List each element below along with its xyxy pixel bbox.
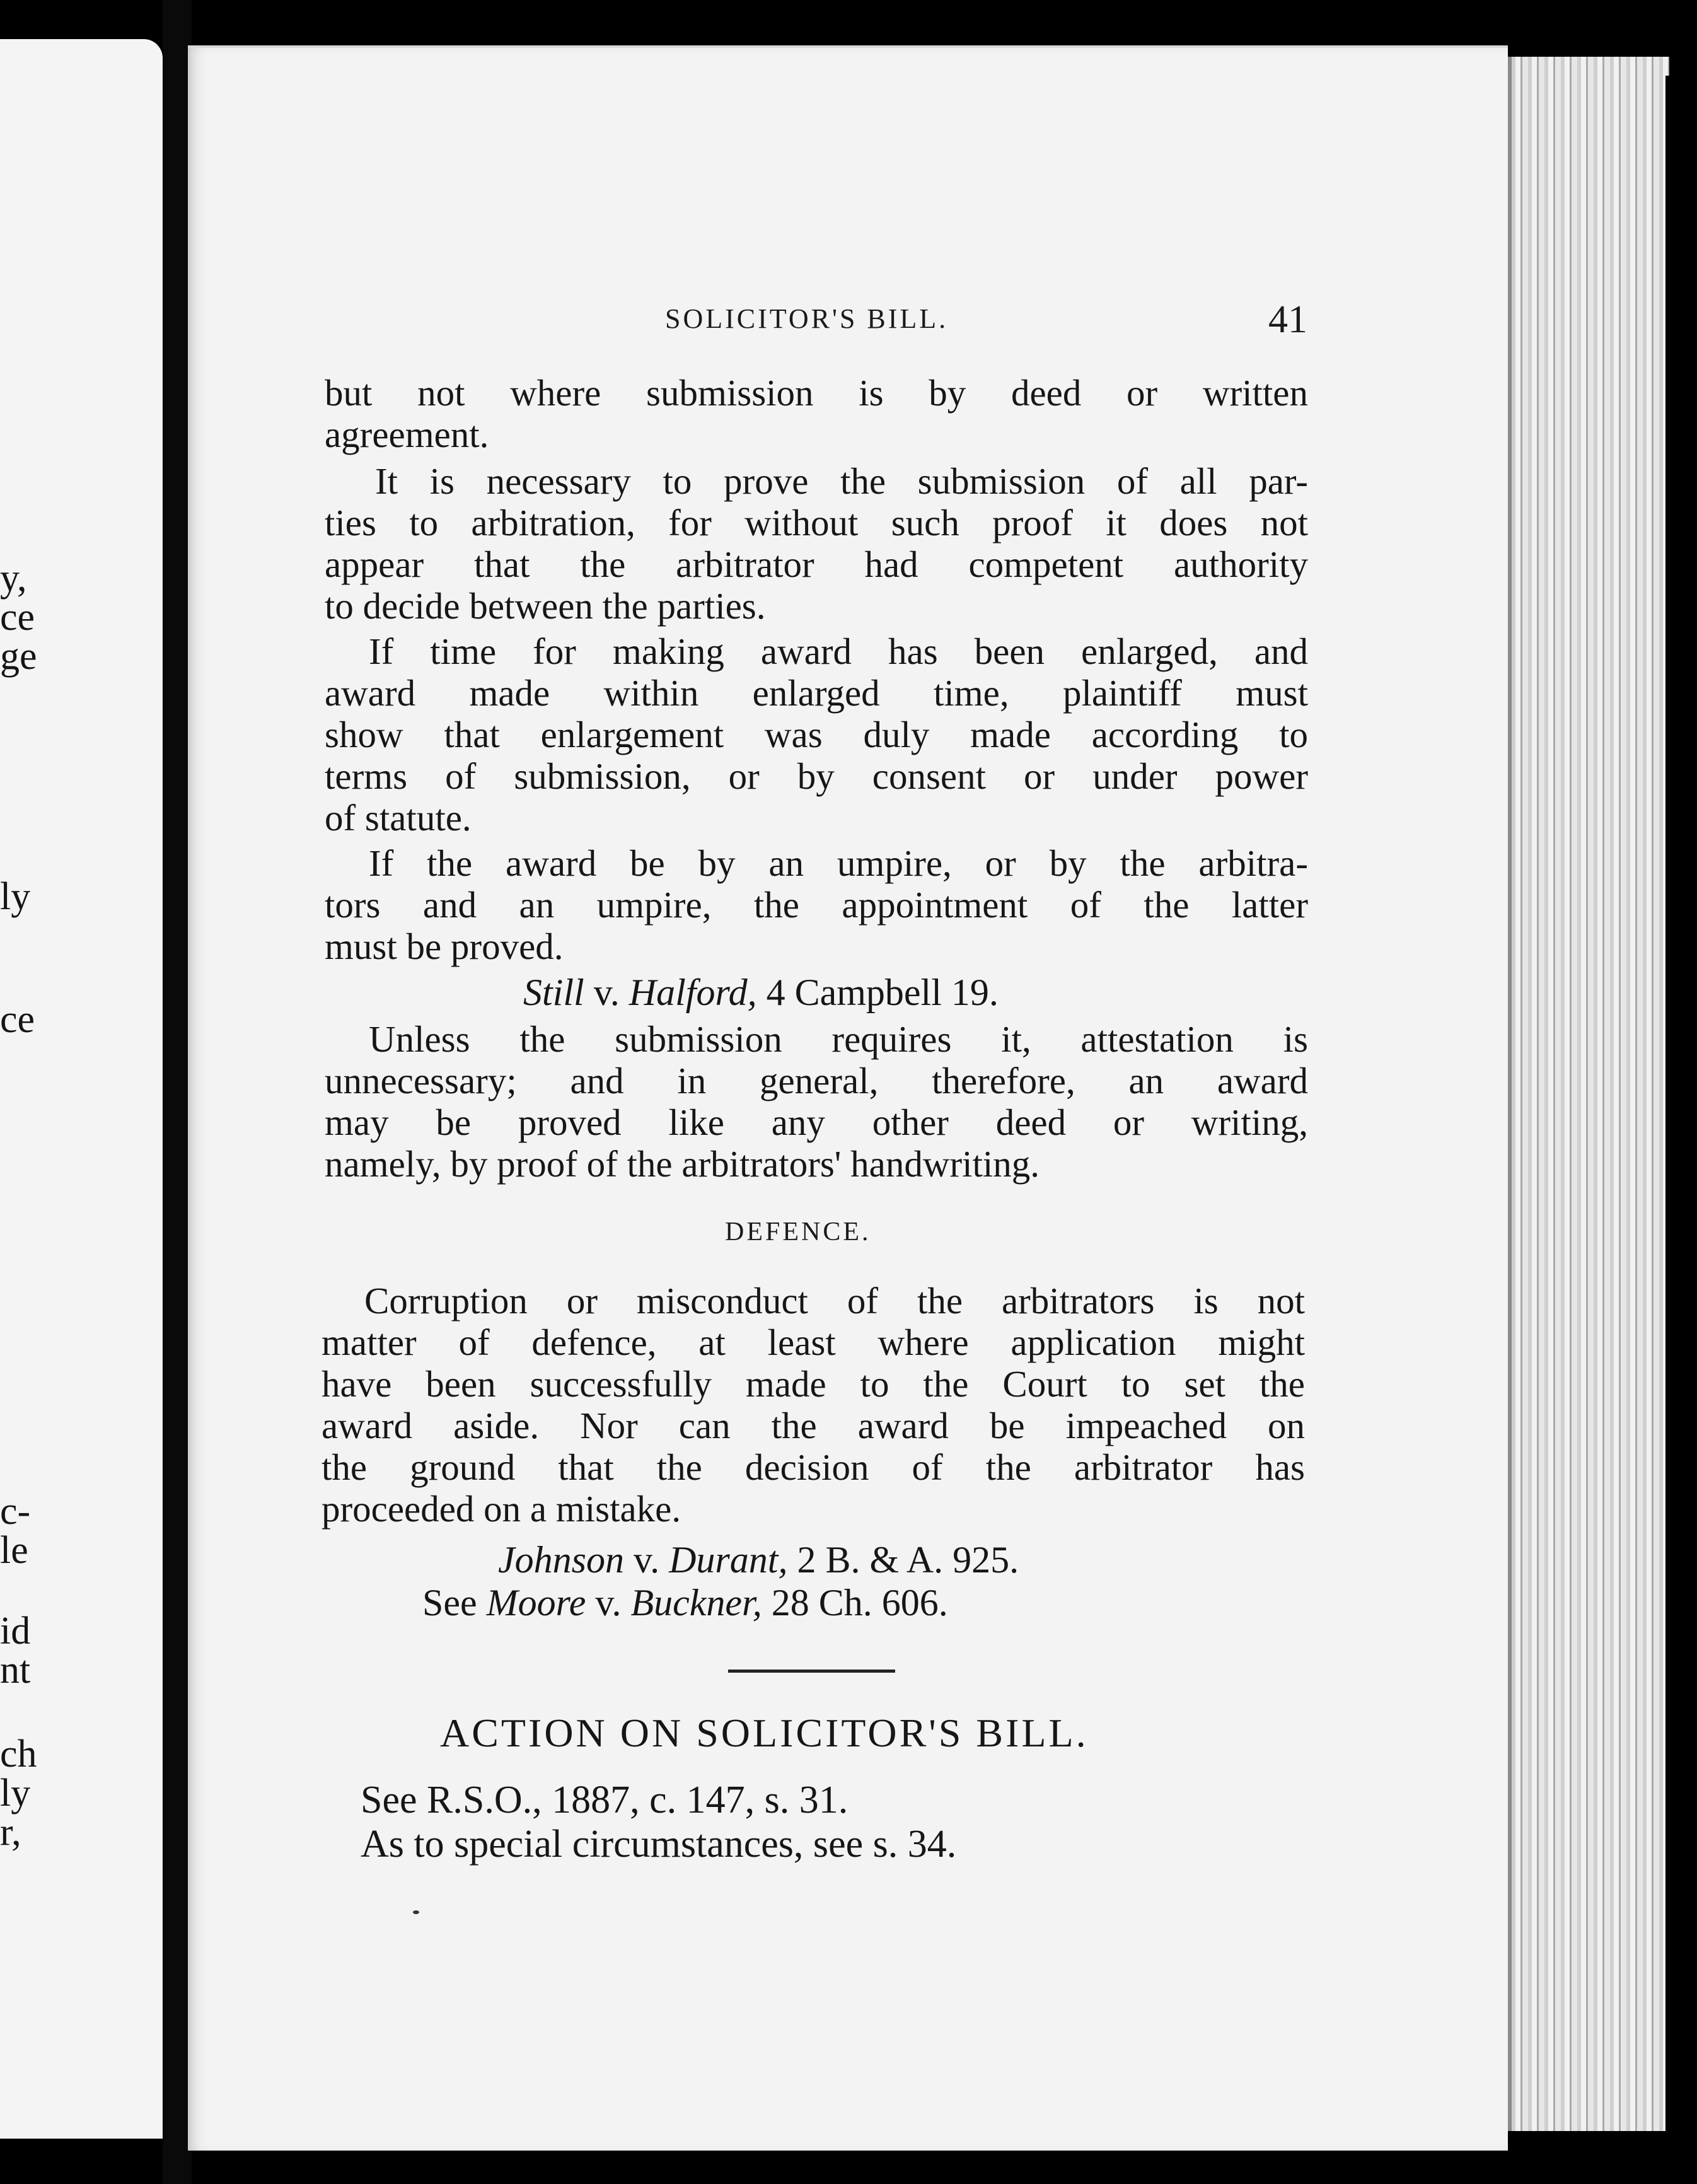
statute-reference: As to special circumstances, see s. 34.: [361, 1823, 957, 1866]
body-line: tors and an umpire, the appointment of the latter: [325, 884, 1308, 926]
body-line: award made within enlarged time, plaintiff must: [325, 672, 1308, 714]
left-fragment: nt: [0, 1649, 31, 1692]
section-divider-rule: [728, 1670, 895, 1673]
left-fragment: ly: [0, 875, 31, 918]
citation-defendant: Durant,: [669, 1539, 788, 1581]
left-fragment: r,: [0, 1811, 21, 1854]
body-line: terms of submission, or by consent or under power: [325, 755, 1308, 797]
citation-plaintiff: Johnson: [498, 1539, 624, 1581]
left-fragment: ly: [0, 1772, 31, 1815]
left-fragment: c-: [0, 1490, 31, 1533]
body-line: show that enlargement was duly made according to: [325, 714, 1308, 755]
citation-defendant: Buckner,: [630, 1582, 762, 1623]
citation-reference: 4 Campbell 19.: [766, 972, 999, 1013]
body-line: unnecessary; and in general, therefore, an award: [325, 1060, 1308, 1101]
left-fragment: ge: [0, 635, 37, 678]
page-number: 41: [1268, 298, 1307, 341]
body-line: ties to arbitration, for without such proof it does not: [325, 502, 1308, 543]
body-line: proceeded on a mistake.: [321, 1488, 681, 1530]
body-line: of statute.: [325, 797, 472, 839]
citation-moore-v-buckner: [422, 1581, 948, 1625]
body-line: matter of defence, at least where application might: [321, 1321, 1305, 1363]
statute-reference: See R.S.O., 1887, c. 147, s. 31.: [361, 1779, 848, 1821]
page-edges: [1508, 57, 1669, 2131]
citation-reference: 2 B. & A. 925.: [797, 1539, 1019, 1581]
citation-johnson-v-durant: [498, 1538, 1019, 1582]
body-line: agreement.: [325, 414, 489, 455]
body-line: Corruption or misconduct of the arbitrators is not: [364, 1280, 1305, 1321]
body-line: to decide between the parties.: [325, 585, 766, 627]
body-line: Unless the submission requires it, attestation is: [369, 1018, 1308, 1060]
body-line: namely, by proof of the arbitrators' handwriting.: [325, 1143, 1040, 1185]
citation-prefix: See: [422, 1582, 477, 1623]
left-fragment: ch: [0, 1733, 37, 1775]
body-line: If time for making award has been enlarged, and: [369, 630, 1308, 672]
body-line: If the award be by an umpire, or by the arbitra-: [369, 842, 1308, 884]
edge-shadow: [1665, 76, 1697, 2184]
ink-speck: [413, 1910, 419, 1914]
citation-plaintiff: Still: [523, 972, 584, 1013]
body-line: award aside. Nor can the award be impeached on: [321, 1405, 1305, 1446]
body-line: but not where submission is by deed or written: [325, 372, 1308, 414]
citation-reference: 28 Ch. 606.: [771, 1582, 948, 1623]
section-heading-defence: DEFENCE.: [725, 1217, 871, 1246]
body-line: have been successfully made to the Court to set the: [321, 1363, 1305, 1405]
citation-still-v-halford: [523, 971, 999, 1014]
running-head: SOLICITOR'S BILL.: [665, 303, 949, 334]
body-line: may be proved like any other deed or writing,: [325, 1101, 1308, 1143]
left-fragment: ce: [0, 596, 35, 639]
citation-versus: v.: [593, 972, 620, 1013]
citation-versus: v.: [633, 1539, 660, 1581]
body-line: must be proved.: [325, 926, 564, 967]
body-line: the ground that the decision of the arbitrator has: [321, 1446, 1305, 1488]
citation-defendant: Halford,: [628, 972, 757, 1013]
left-fragment: y,: [0, 557, 27, 600]
body-line: It is necessary to prove the submission of all par-: [375, 460, 1308, 502]
left-fragment: le: [0, 1529, 28, 1572]
section-heading-action: ACTION ON SOLICITOR'S BILL.: [440, 1711, 1089, 1755]
left-page: [0, 39, 163, 2139]
citation-versus: v.: [595, 1582, 622, 1623]
body-line: appear that the arbitrator had competent authority: [325, 543, 1308, 585]
left-fragment: id: [0, 1610, 31, 1653]
citation-plaintiff: Moore: [486, 1582, 586, 1623]
left-fragment: ce: [0, 998, 35, 1041]
